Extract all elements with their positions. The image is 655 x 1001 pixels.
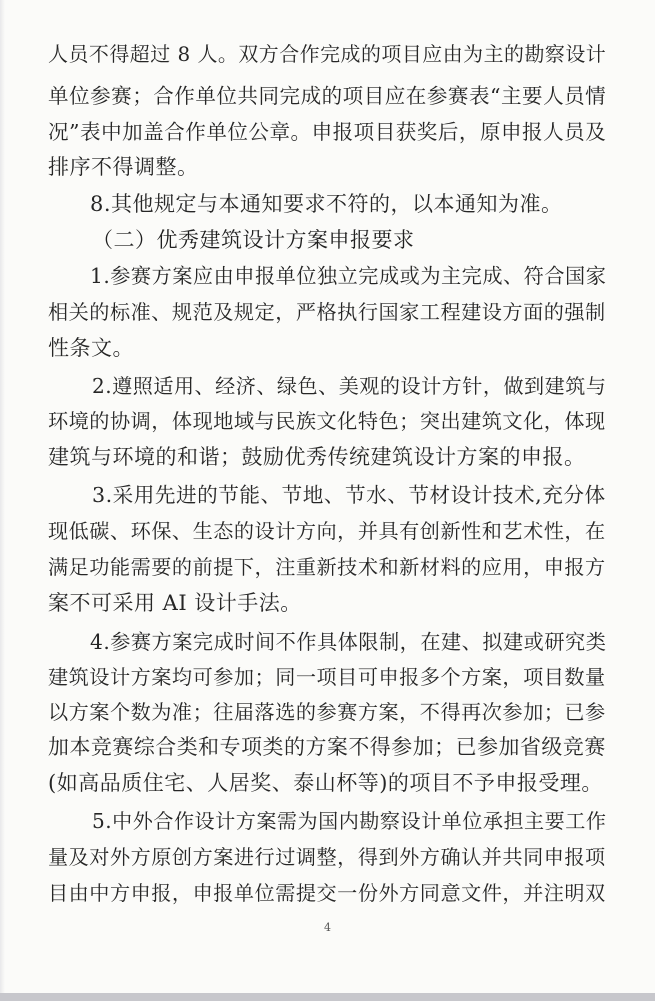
text-line-24: 目由中方申报，申报单位需提交一份外方同意文件，并注明双 [48, 881, 606, 905]
text-line-7: 1.参赛方案应由申报单位独立完成或为主完成、符合国家 [90, 264, 607, 288]
text-line-13: 3.采用先进的节能、节地、节水、节材设计技术,充分体 [92, 483, 606, 507]
section-heading: （二）优秀建筑设计方案申报要求 [92, 228, 415, 252]
text-line-10: 2.遵照适用、经济、绿色、美观的设计方针，做到建筑与 [92, 374, 607, 398]
text-line-2: 单位参赛；合作单位共同完成的项目应在参赛表“主要人员情 [48, 84, 607, 108]
text-line-15: 满足功能需要的前提下，注重新技术和新材料的应用，申报方 [48, 555, 606, 579]
text-line-22: 5.中外合作设计方案需为国内勘察设计单位承担主要工作 [92, 809, 607, 833]
viewer-bottom-bar [0, 993, 655, 1001]
text-line-9: 性条文。 [48, 336, 134, 360]
text-line-17: 4.参赛方案完成时间不作具体限制，在建、拟建或研究类 [90, 630, 607, 654]
text-line-1: 人员不得超过 8 人。双方合作完成的项目应由为主的勘察设计 [48, 42, 607, 66]
text-line-19: 以方案个数为准；往届落选的参赛方案，不得再次参加；已参 [48, 700, 606, 724]
text-line-23: 量及对外方原创方案进行过调整，得到外方确认并共同申报项 [48, 845, 606, 869]
text-line-8: 相关的标准、规范及规定，严格执行国家工程建设方面的强制 [48, 300, 606, 324]
text-line-20: 加本竞赛综合类和专项类的方案不得参加；已参加省级竞赛 [48, 735, 606, 759]
text-line-18: 建筑设计方案均可参加；同一项目可申报多个方案，项目数量 [48, 665, 606, 689]
text-line-21: (如高品质住宅、人居奖、泰山杯等)的项目不予申报受理。 [48, 771, 603, 795]
text-line-3: 况”表中加盖合作单位公章。申报项目获奖后，原申报人员及 [48, 120, 607, 144]
text-line-4: 排序不得调整。 [48, 155, 199, 179]
text-line-16: 案不可采用 AI 设计手法。 [48, 591, 302, 615]
text-line-5: 8.其他规定与本通知要求不符的，以本通知为准。 [90, 192, 563, 216]
text-line-11: 环境的协调，体现地域与民族文化特色；突出建筑文化，体现 [48, 409, 606, 433]
text-line-12: 建筑与环境的和谐；鼓励优秀传统建筑设计方案的申报。 [48, 445, 586, 469]
text-line-14: 现低碳、环保、生态的设计方向，并具有创新性和艺术性，在 [48, 519, 606, 543]
scan-edge [0, 0, 5, 993]
page-number: 4 [324, 921, 331, 934]
